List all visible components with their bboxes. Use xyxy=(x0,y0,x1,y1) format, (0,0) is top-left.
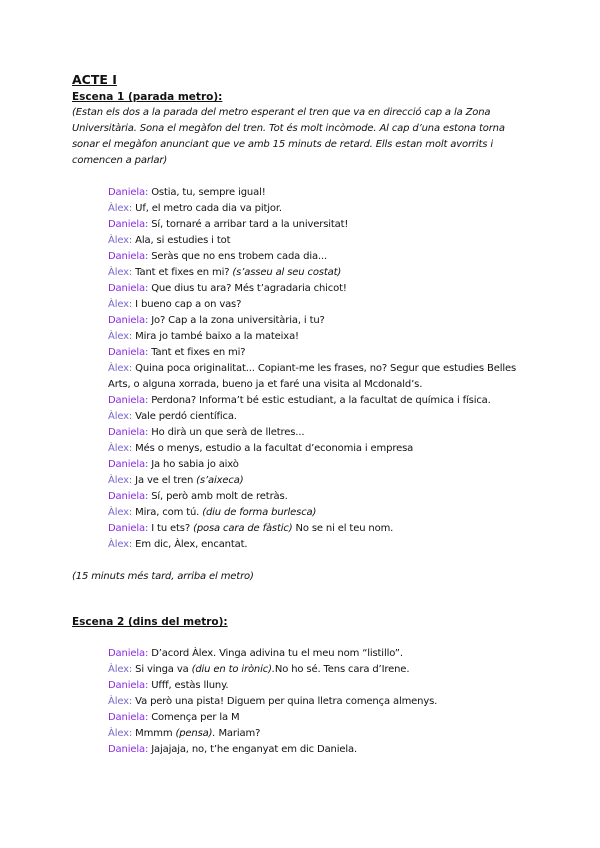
scene-1-closing-direction: (15 minuts més tard, arriba el metro) xyxy=(72,571,254,582)
speaker-name: Daniela: xyxy=(108,744,149,755)
dialogue-line xyxy=(108,329,532,345)
stage-direction: (diu en to irònic). xyxy=(191,664,275,675)
dialogue-line xyxy=(108,457,532,473)
speaker-name: Àlex: xyxy=(108,539,133,550)
dialogue-line xyxy=(108,297,532,313)
speaker-name: Daniela: xyxy=(108,712,149,723)
line-text: Sí, tornaré a arribar tard a la universitat! xyxy=(148,219,349,230)
line-text: Que dius tu ara? Més t’agradaria chicot! xyxy=(148,283,347,294)
script-page xyxy=(72,72,532,758)
scene-1-stage-direction: (Estan els dos a la parada del metro esperant el tren que va en direcció cap a la Zona Universitària. Sona el megàfon del tren. Tot és molt incòmode. Al cap d’una estona torna sonar el megàfon anunciant que ve amb 15 minuts de retard. Ells estan molt avorrits i comencen a parlar) xyxy=(72,107,505,166)
line-text-after: Mariam? xyxy=(215,728,261,739)
speaker-name: Àlex: xyxy=(108,331,133,342)
dialogue-line xyxy=(108,217,532,233)
speaker-name: Daniela: xyxy=(108,680,149,691)
speaker-name: Daniela: xyxy=(108,283,149,294)
dialogue-line xyxy=(108,742,532,758)
line-text: Ja ho sabia jo això xyxy=(148,459,239,470)
dialogue-line xyxy=(108,678,532,694)
speaker-name: Àlex: xyxy=(108,507,133,518)
line-text: Ufff, estàs lluny. xyxy=(148,680,229,691)
dialogue-line xyxy=(108,694,532,710)
dialogue-line xyxy=(108,425,532,441)
dialogue-line xyxy=(108,345,532,361)
speaker-name: Àlex: xyxy=(108,203,133,214)
speaker-name: Àlex: xyxy=(108,267,133,278)
line-text: Ala, si estudies i tot xyxy=(132,235,231,246)
line-text: Si vinga va xyxy=(132,664,192,675)
dialogue-line xyxy=(108,233,532,249)
line-text: Uf, el metro cada dia va pitjor. xyxy=(132,203,282,214)
dialogue-line xyxy=(108,473,532,489)
scene-1-title: Escena 1 (parada metro): xyxy=(72,91,223,103)
line-text: Em dic, Àlex, encantat. xyxy=(132,539,248,550)
scene-1-dialogue xyxy=(108,185,532,553)
dialogue-line xyxy=(108,537,532,553)
stage-direction: (pensa). xyxy=(175,728,216,739)
line-text: Mmmm xyxy=(132,728,176,739)
stage-direction: (posa cara de fàstic) xyxy=(193,523,293,534)
line-text: Ja ve el tren xyxy=(132,475,197,486)
dialogue-line xyxy=(108,185,532,201)
line-text: Mira jo també baixo a la mateixa! xyxy=(132,331,299,342)
dialogue-line xyxy=(108,646,532,662)
speaker-name: Àlex: xyxy=(108,696,133,707)
speaker-name: Àlex: xyxy=(108,443,133,454)
line-text: Vale perdó científica. xyxy=(132,411,237,422)
line-text: Ostia, tu, sempre igual! xyxy=(148,187,266,198)
line-text: Comença per la M xyxy=(148,712,240,723)
speaker-name: Daniela: xyxy=(108,347,149,358)
dialogue-line xyxy=(108,281,532,297)
dialogue-line xyxy=(108,521,532,537)
act-title: ACTE I xyxy=(72,72,117,87)
dialogue-line xyxy=(108,441,532,457)
line-text: Tant et fixes en mi? xyxy=(132,267,233,278)
line-text: Més o menys, estudio a la facultat d’economia i empresa xyxy=(132,443,414,454)
dialogue-line xyxy=(108,313,532,329)
line-text: I tu ets? xyxy=(148,523,194,534)
stage-direction: (diu de forma burlesca) xyxy=(202,507,317,518)
dialogue-line xyxy=(108,710,532,726)
line-text: D’acord Àlex. Vinga adivina tu el meu nom “listillo”. xyxy=(148,648,403,659)
speaker-name: Daniela: xyxy=(108,459,149,470)
speaker-name: Daniela: xyxy=(108,427,149,438)
speaker-name: Àlex: xyxy=(108,475,133,486)
line-text: Sí, però amb molt de retràs. xyxy=(148,491,288,502)
speaker-name: Daniela: xyxy=(108,187,149,198)
dialogue-line xyxy=(108,662,532,678)
line-text: Jajajaja, no, t’he enganyat em dic Daniela. xyxy=(148,744,358,755)
line-text: Quina poca originalitat... Copiant-me les frases, no? Segur que estudies Belles Arts, o alguna xorrada, bueno ja et faré una visita al Mcdonald’s. xyxy=(108,363,517,390)
speaker-name: Daniela: xyxy=(108,523,149,534)
line-text: Seràs que no ens trobem cada dia... xyxy=(148,251,328,262)
speaker-name: Daniela: xyxy=(108,648,149,659)
stage-direction: (s’aixeca) xyxy=(196,475,244,486)
speaker-name: Daniela: xyxy=(108,395,149,406)
line-text: I bueno cap a on vas? xyxy=(132,299,242,310)
line-text: Va però una pista! Diguem per quina lletra comença almenys. xyxy=(132,696,438,707)
line-text: Ho dirà un que serà de lletres... xyxy=(148,427,305,438)
speaker-name: Àlex: xyxy=(108,664,133,675)
speaker-name: Daniela: xyxy=(108,491,149,502)
line-text: Perdona? Informa’t bé estic estudiant, a la facultat de química i física. xyxy=(148,395,491,406)
dialogue-line xyxy=(108,726,532,742)
dialogue-line xyxy=(108,393,532,409)
dialogue-line xyxy=(108,361,532,393)
scene-2-dialogue xyxy=(108,646,532,758)
speaker-name: Daniela: xyxy=(108,219,149,230)
dialogue-line xyxy=(108,265,532,281)
dialogue-line xyxy=(108,201,532,217)
speaker-name: Àlex: xyxy=(108,299,133,310)
speaker-name: Daniela: xyxy=(108,251,149,262)
dialogue-line xyxy=(108,249,532,265)
speaker-name: Àlex: xyxy=(108,411,133,422)
scene-2-title: Escena 2 (dins del metro): xyxy=(72,616,228,628)
speaker-name: Àlex: xyxy=(108,728,133,739)
line-text: Tant et fixes en mi? xyxy=(148,347,246,358)
line-text: Jo? Cap a la zona universitària, i tu? xyxy=(148,315,325,326)
speaker-name: Daniela: xyxy=(108,315,149,326)
line-text-after: No ho sé. Tens cara d’Irene. xyxy=(274,664,410,675)
dialogue-line xyxy=(108,489,532,505)
speaker-name: Àlex: xyxy=(108,235,133,246)
stage-direction: (s’asseu al seu costat) xyxy=(232,267,342,278)
speaker-name: Àlex: xyxy=(108,363,133,374)
line-text: Mira, com tú. xyxy=(132,507,203,518)
dialogue-line xyxy=(108,409,532,425)
line-text-after: No se ni el teu nom. xyxy=(292,523,394,534)
dialogue-line xyxy=(108,505,532,521)
